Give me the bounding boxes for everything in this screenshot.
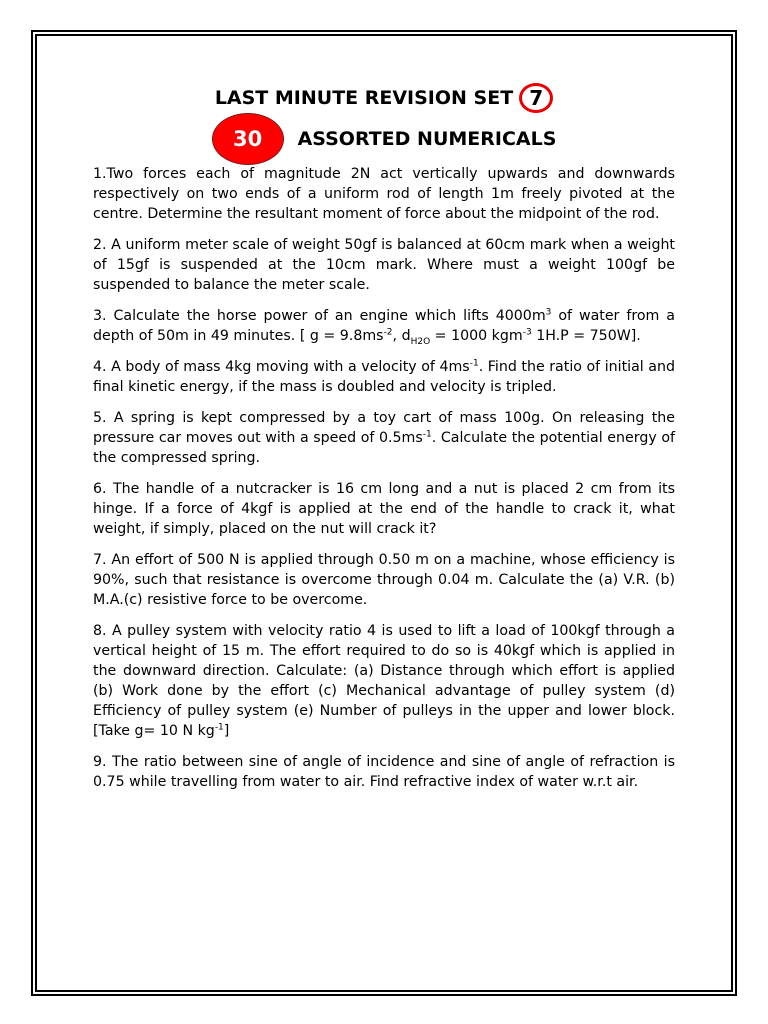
set-number-badge: 7 — [519, 83, 553, 113]
count-badge: 30 — [212, 113, 284, 165]
question-6: 6. The handle of a nutcracker is 16 cm long and a nut is placed 2 cm from its hinge. If a force of 4kgf is applied at the end of the handle to crack it, what weight, if simply, placed on the nut will crack it? — [93, 481, 675, 537]
question-8 — [93, 621, 675, 741]
q3-text-e: 1H.P = 750W]. — [531, 328, 641, 344]
page-subtitle: ASSORTED NUMERICALS — [297, 128, 557, 150]
question-4 — [93, 357, 675, 397]
q3-text-c: , d — [392, 328, 411, 344]
page-title: LAST MINUTE REVISION SET — [214, 87, 514, 109]
subtitle-row — [0, 114, 768, 164]
q3-sup-1: 3 — [545, 307, 552, 318]
title-row — [0, 80, 768, 116]
q3-text-d: = 1000 kgm — [430, 328, 523, 344]
q3-text-a: 3. Calculate the horse power of an engine which lifts 4000m — [93, 308, 546, 324]
q3-sub-1: H2O — [410, 336, 431, 347]
question-3 — [93, 306, 675, 346]
questions-list — [93, 164, 675, 803]
q4-sup-1: -1 — [469, 358, 479, 369]
q3-text-b: of water from a depth of 50m in 49 minutes. [ g = 9.8ms — [93, 308, 675, 344]
q4-text-a: 4. A body of mass 4kg moving with a velocity of 4ms — [93, 359, 470, 375]
q4-text-b: . Find the ratio of initial and final kinetic energy, if the mass is doubled and velocity is tripled. — [93, 359, 675, 395]
q5-text-a: 5. A spring is kept compressed by a toy cart of mass 100g. On releasing the pressure car moves out with a speed of 0.5ms — [93, 410, 675, 446]
q8-text-a: 8. A pulley system with velocity ratio 4 is used to lift a load of 100kgf through a vertical height of 15 m. The effort required to do so is 40kgf which is applied in the downward direction. Calculate: (a) Distance through which effort is applied (b) Work done by the effort (c) Mechanical advantage of pulley system (d) Efficiency of pulley system (e) Number of pulleys in the upper and lower block. [Take g= 10 N kg — [93, 623, 675, 739]
q8-text-b: ] — [223, 723, 230, 739]
question-2: 2. A uniform meter scale of weight 50gf is balanced at 60cm mark when a weight of 15gf is suspended at the 10cm mark. Where must a weight 100gf be suspended to balance the meter scale. — [93, 237, 675, 293]
q8-sup-1: -1 — [214, 722, 224, 733]
question-1: 1.Two forces each of magnitude 2N act vertically upwards and downwards respectively on two ends of a uniform rod of length 1m freely pivoted at the centre. Determine the resultant moment of force about the midpoint of the rod. — [93, 166, 675, 222]
question-9: 9. The ratio between sine of angle of incidence and sine of angle of refraction is 0.75 while travelling from water to air. Find refractive index of water w.r.t air. — [93, 754, 675, 790]
q3-sup-2: -2 — [383, 327, 393, 338]
q5-text-b: . Calculate the potential energy of the compressed spring. — [93, 430, 675, 466]
q3-sup-3: -3 — [522, 327, 532, 338]
q5-sup-1: -1 — [422, 429, 432, 440]
question-7: 7. An effort of 500 N is applied through 0.50 m on a machine, whose efficiency is 90%, such that resistance is overcome through 0.04 m. Calculate the (a) V.R. (b) M.A.(c) resistive force to be overcome. — [93, 552, 675, 608]
question-5 — [93, 408, 675, 468]
